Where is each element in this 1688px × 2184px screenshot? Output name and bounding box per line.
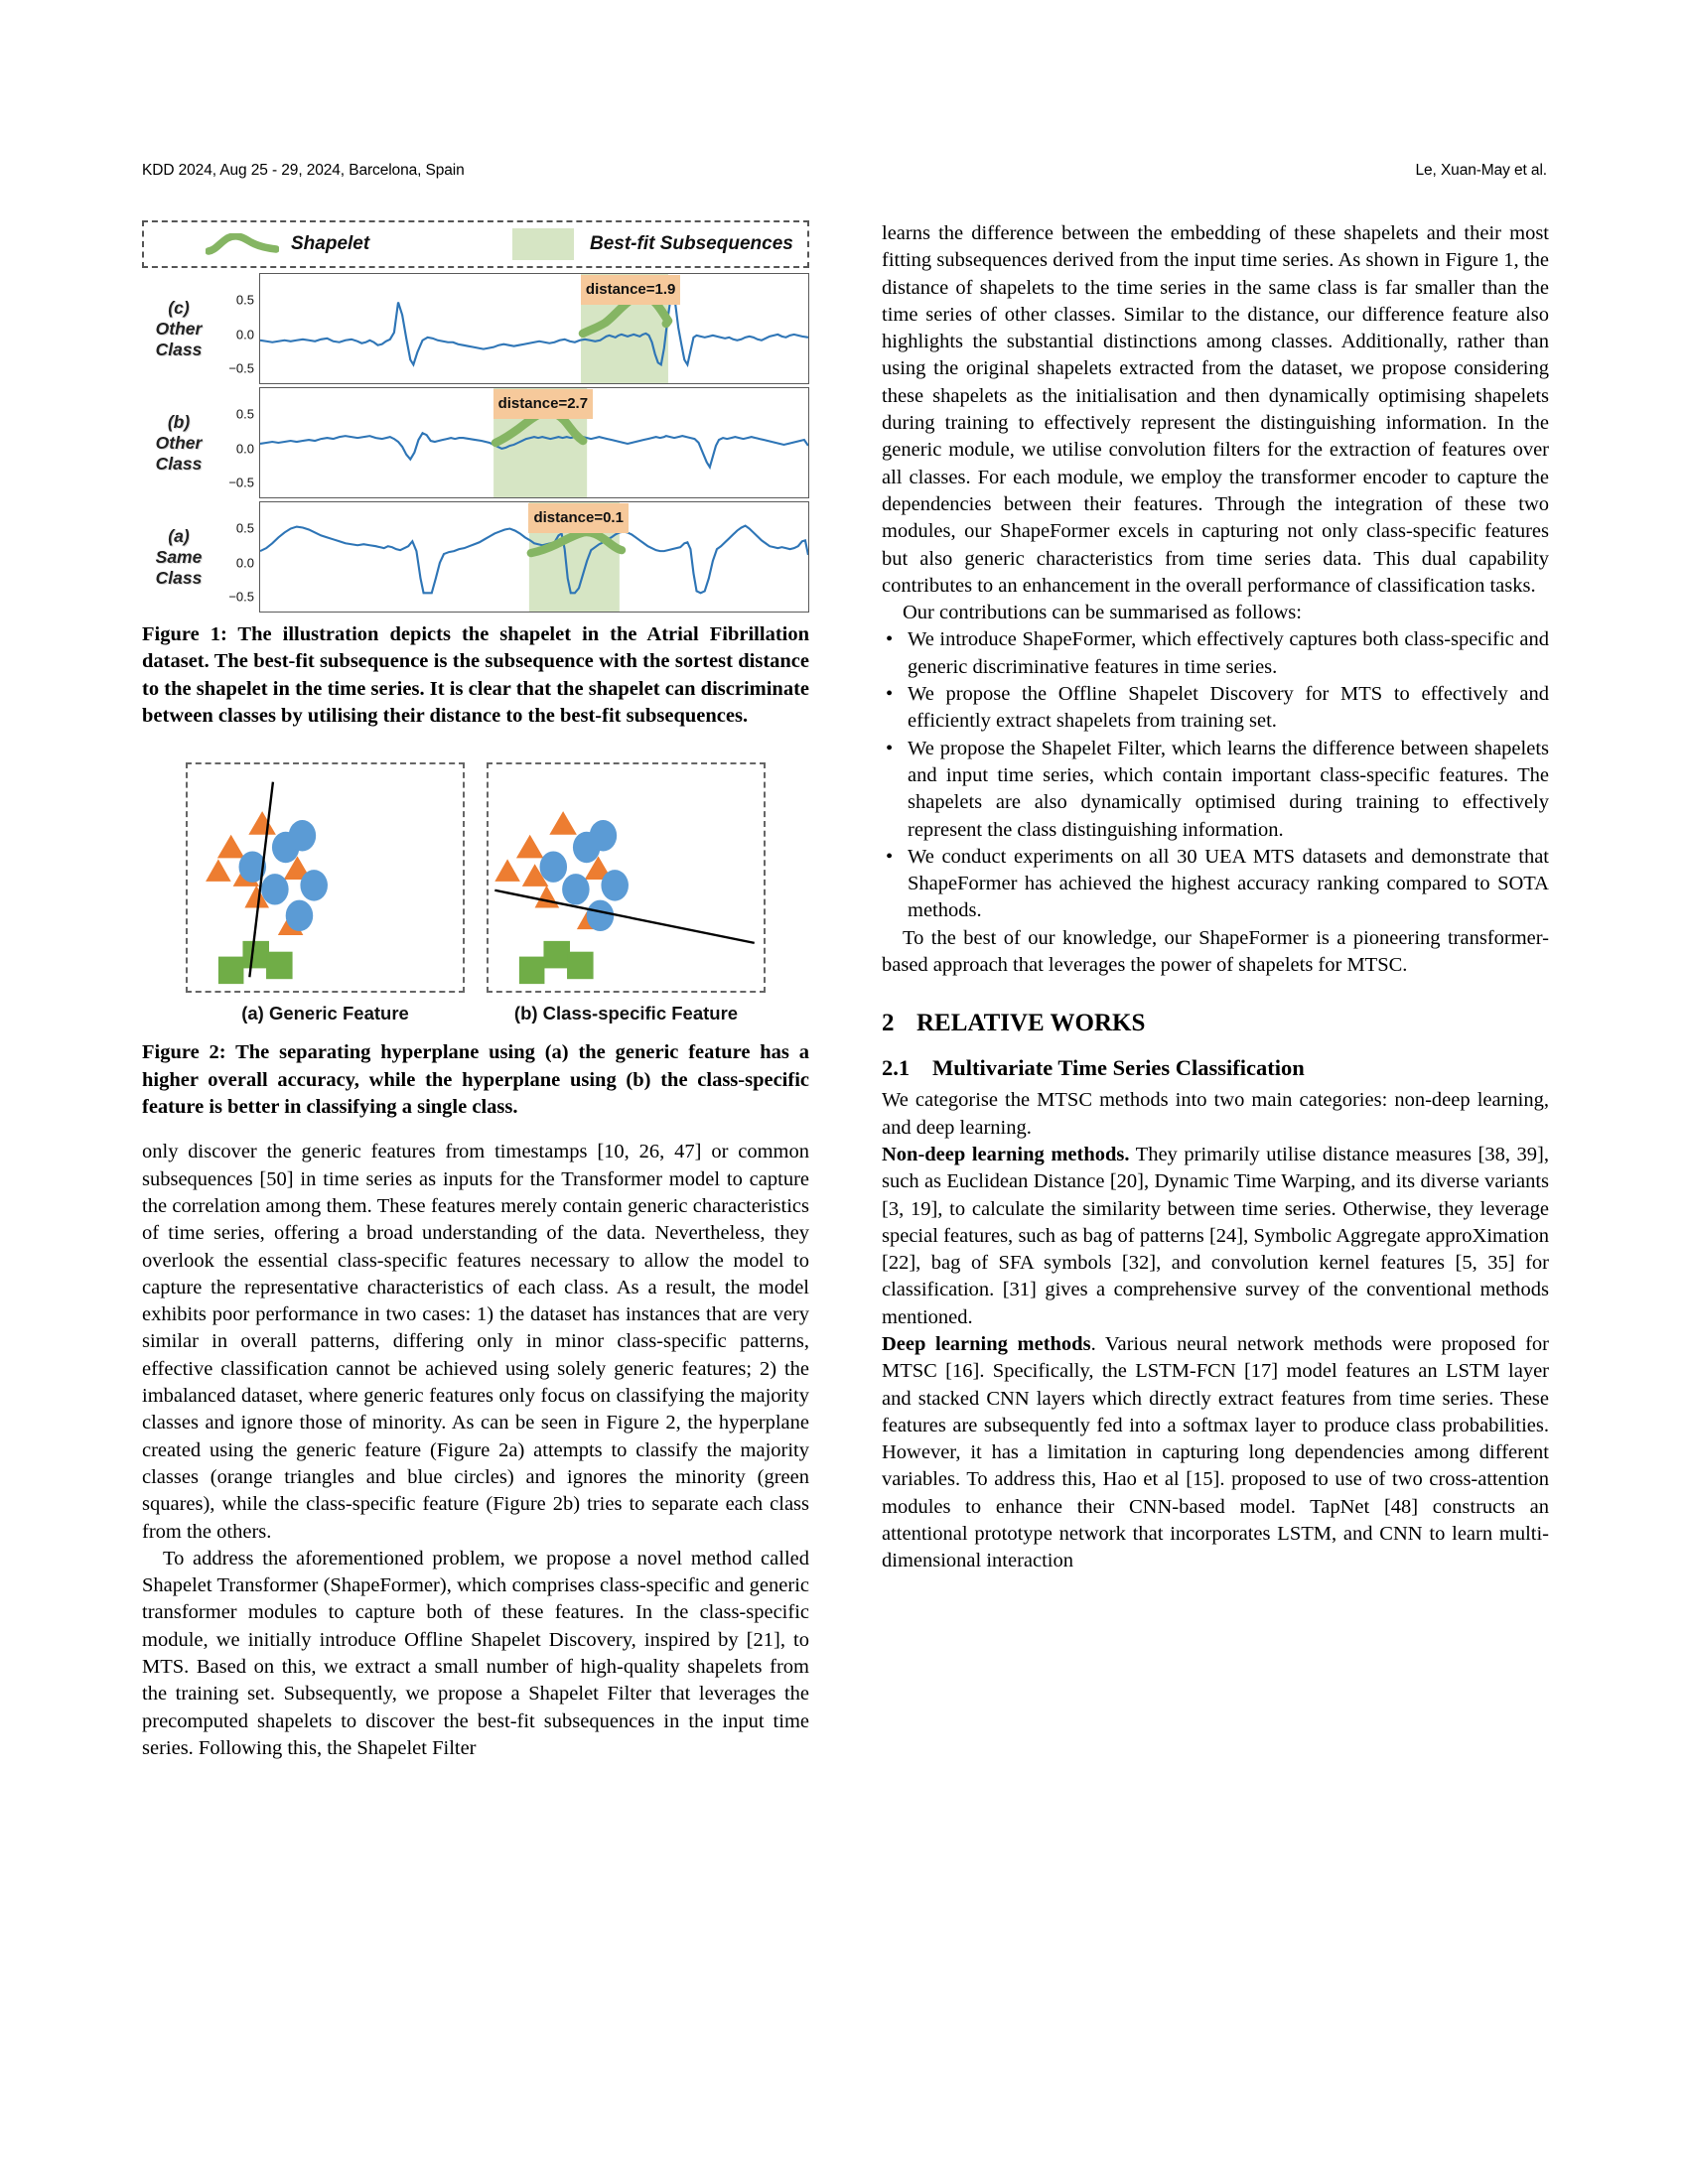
- nondeep-paragraph: [882, 1142, 1549, 1331]
- hyperplane-line: [494, 890, 754, 943]
- section-heading-2: [882, 1009, 1549, 1038]
- right-paragraph-2: Our contributions can be summarised as follows:: [903, 602, 1302, 624]
- class-specific-feature-scatter: [489, 764, 764, 991]
- figure-1-panel-a: [142, 501, 809, 613]
- deep-body-text: . Various neural network methods were proposed for MTSC [16]. Specifically, the LSTM-FCN [17] model features an LSTM layer and stacked CNN layers which directly extract features from time series. These features are subsequently fed into a softmax layer to produce class probabilities. However, it has a limitation in capturing long dependencies among different variables. To address this, Hao et al [15]. proposed to use of two cross-attention modules to enhance their CNN-based model. TapNet [48] constructs an attentional prototype network that incorporates LSTM, and CNN to learn multi-dimensional interaction: [882, 1332, 1549, 1572]
- contributions-list: [882, 626, 1549, 924]
- panel-c-tick-2: −0.5: [228, 360, 254, 376]
- panel-a-label-line3: Class: [155, 567, 203, 588]
- panel-c-label-line2: Other: [155, 318, 203, 339]
- panel-c-distance-badge: distance=1.9: [581, 275, 680, 305]
- panel-b-distance-badge: distance=2.7: [493, 389, 593, 419]
- section-number-2: 2: [882, 1010, 895, 1037]
- panel-a-yaxis: [215, 501, 259, 613]
- right-paragraph-3: To the best of our knowledge, our ShapeFormer is a pioneering transformer-based approach that leverages the power of shapelets for MTSC.: [882, 926, 1549, 977]
- legend-entry-shapelet: [154, 230, 491, 257]
- panel-b-tick-1: 0.0: [235, 440, 254, 456]
- deep-runin-heading: Deep learning methods: [882, 1332, 1091, 1355]
- contribution-item-1: • We introduce ShapeFormer, which effectively captures both class-specific and generic discriminative features in time series.: [908, 626, 1549, 681]
- contribution-item-4: • We conduct experiments on all 30 UEA MTS datasets and demonstrate that ShapeFormer has achieved the highest accuracy ranking compared to SOTA methods.: [908, 844, 1549, 925]
- panel-c-label-line1: (c): [168, 297, 190, 318]
- panel-c-tick-1: 0.0: [235, 326, 254, 341]
- running-head: [142, 162, 1547, 180]
- panel-a-label-line1: (a): [168, 525, 190, 546]
- right-column: [882, 220, 1549, 1575]
- panel-c-label: [142, 273, 215, 384]
- figure-2-panel-a: [186, 762, 465, 993]
- figure-1-panel-b: [142, 387, 809, 498]
- square-markers: [519, 941, 594, 984]
- panel-a-tick-2: −0.5: [228, 589, 254, 605]
- left-column: [142, 220, 809, 1762]
- nondeep-body-text: They primarily utilise distance measures [38, 39], such as Euclidean Distance [20], Dynamic Time Warping, and its diverse variants [3, 19], to calculate the similarity between time series. Otherwise, they leverage special features, such as bag of patterns [24], Symbolic Aggregate approXimation [22], bag of SFA symbols [32], and convolution kernel features [5, 35] for classification. [31] gives a comprehensive survey of the conventional methods mentioned.: [882, 1143, 1549, 1328]
- generic-feature-scatter: [188, 764, 463, 991]
- panel-b-plot: [259, 387, 809, 498]
- panel-a-distance-badge: distance=0.1: [528, 503, 628, 533]
- section-title-2: RELATIVE WORKS: [916, 1010, 1146, 1037]
- figure-2-panel-b-label: (b) Class-specific Feature: [513, 1003, 739, 1024]
- running-head-right: Le, Xuan-May et al.: [1415, 162, 1547, 179]
- left-paragraph-2: To address the aforementioned problem, we propose a novel method called Shapelet Transformer (ShapeFormer), which comprises class-specific and generic transformer modules to capture both of these features. In the class-specific module, we initially introduce Offline Shapelet Discovery, inspired by [21], to MTS. Based on this, we extract a small number of high-quality shapelets from the training set. Subsequently, we propose a Shapelet Filter that leverages the precomputed shapelets to discover the best-fit subsequences in the input time series. Following this, the Shapelet Filter: [142, 1547, 809, 1759]
- subsection-title-2-1: Multivariate Time Series Classification: [932, 1055, 1305, 1081]
- square-markers: [218, 941, 293, 984]
- panel-b-label: [142, 387, 215, 498]
- figure-1-legend: [142, 220, 809, 268]
- panel-c-tick-0: 0.5: [235, 292, 254, 308]
- contribution-item-2: • We propose the Offline Shapelet Discovery for MTS to effectively and efficiently extract shapelets from training set.: [908, 681, 1549, 736]
- panel-c-yaxis: [215, 273, 259, 384]
- figure-1-panel-c: [142, 273, 809, 384]
- panel-a-plot: [259, 501, 809, 613]
- legend-label-subsequences: Best-fit Subsequences: [590, 233, 793, 255]
- figure-1: [142, 220, 809, 613]
- figure-2-caption: Figure 2: The separating hyperplane using (a) the generic feature has a higher overall accuracy, while the hyperplane using (b) the class-specific feature is better in classifying a single class.: [142, 1041, 809, 1119]
- panel-a-label-line2: Same: [155, 546, 203, 567]
- panel-b-label-line3: Class: [155, 453, 203, 474]
- panel-c-plot: [259, 273, 809, 384]
- panel-c-label-line3: Class: [155, 339, 203, 359]
- figure-2-panel-a-label: (a) Generic Feature: [241, 1003, 409, 1024]
- legend-entry-subsequences: [491, 228, 797, 260]
- figure-1-caption: Figure 1: The illustration depicts the shapelet in the Atrial Fibrillation dataset. The best-fit subsequence is the subsequence with the sortest distance to the shapelet in the time series. It is clear that the shapelet can discriminate between classes by utilising their distance to the best-fit subsequences.: [142, 623, 809, 727]
- subsequence-swatch-icon: [512, 228, 574, 260]
- panel-b-tick-0: 0.5: [235, 406, 254, 422]
- left-paragraph-1: only discover the generic features from timestamps [10, 26, 47] or common subsequences [50] in time series as inputs for the Transformer model to capture the correlation among them. These features merely contain generic characteristics of time series, offering a broad understanding of the data. Nevertheless, they overlook the essential class-specific features necessary to allow the model to capture the representative characteristics of each class. As a result, the model exhibits poor performance in two cases: 1) the dataset has instances that are very similar in overall patterns, differing only in minor class-specific patterns, effective classification cannot be achieved using solely generic features; 2) the imbalanced dataset, where generic features only focus on classifying the majority classes and ignore those of minority. As can be seen in Figure 2, the hyperplane created using the generic feature (Figure 2a) attempts to classify the majority classes (orange triangles and blue circles) and ignores the minority (green squares), while the class-specific feature (Figure 2b) tries to separate each class from the others.: [142, 1141, 809, 1543]
- figure-2: [142, 762, 809, 1026]
- panel-b-label-line2: Other: [155, 432, 203, 453]
- shapelet-swatch-icon: [206, 233, 279, 255]
- right-paragraph-1: learns the difference between the embedding of these shapelets and their most fitting subsequences derived from the input time series. As shown in Figure 1, the distance of shapelets to the time series in the same class is far smaller than the time series of other classes. Similar to the distance, our difference feature also highlights the substantial distinctions among classes. Additionally, rather than using the original shapelets extracted from the dataset, we propose considering these shapelets as the initialisation and then dynamically optimising shapelets during training to effectively represent the distinguishing information. In the generic module, we utilise convolution filters for the extraction of features over all classes. For each module, we employ the transformer encoder to capture the dependencies between their features. Through the integration of these two modules, our ShapeFormer excels in capturing not only class-specific features but also generic characteristics from time series data. This dual capability contributes to an enhancement in the overall performance of classification tasks.: [882, 222, 1549, 597]
- panel-b-yaxis: [215, 387, 259, 498]
- panel-b-label-line1: (b): [167, 411, 191, 432]
- panel-c-chart: [260, 274, 808, 383]
- panel-a-tick-0: 0.5: [235, 520, 254, 536]
- panel-a-label: [142, 501, 215, 613]
- nondeep-runin-heading: Non-deep learning methods.: [882, 1143, 1130, 1165]
- running-head-left: KDD 2024, Aug 25 - 29, 2024, Barcelona, Spain: [142, 162, 465, 179]
- deep-paragraph: [882, 1331, 1549, 1575]
- legend-label-shapelet: Shapelet: [291, 233, 370, 255]
- contribution-item-3: • We propose the Shapelet Filter, which learns the difference between shapelets and input time series, which contain important class-specific features. The shapelets are also dynamically optimised during training to effectively represent the class distinguishing information.: [908, 736, 1549, 844]
- panel-a-tick-1: 0.0: [235, 554, 254, 570]
- subsection-heading-2-1: [882, 1054, 1549, 1081]
- subsection-number-2-1: 2.1: [882, 1055, 911, 1081]
- figure-2-panel-b: [487, 762, 766, 993]
- circle-markers: [239, 820, 328, 931]
- panel-b-tick-2: −0.5: [228, 475, 254, 490]
- right-paragraph-4: We categorise the MTSC methods into two main categories: non-deep learning, and deep learning.: [882, 1089, 1549, 1139]
